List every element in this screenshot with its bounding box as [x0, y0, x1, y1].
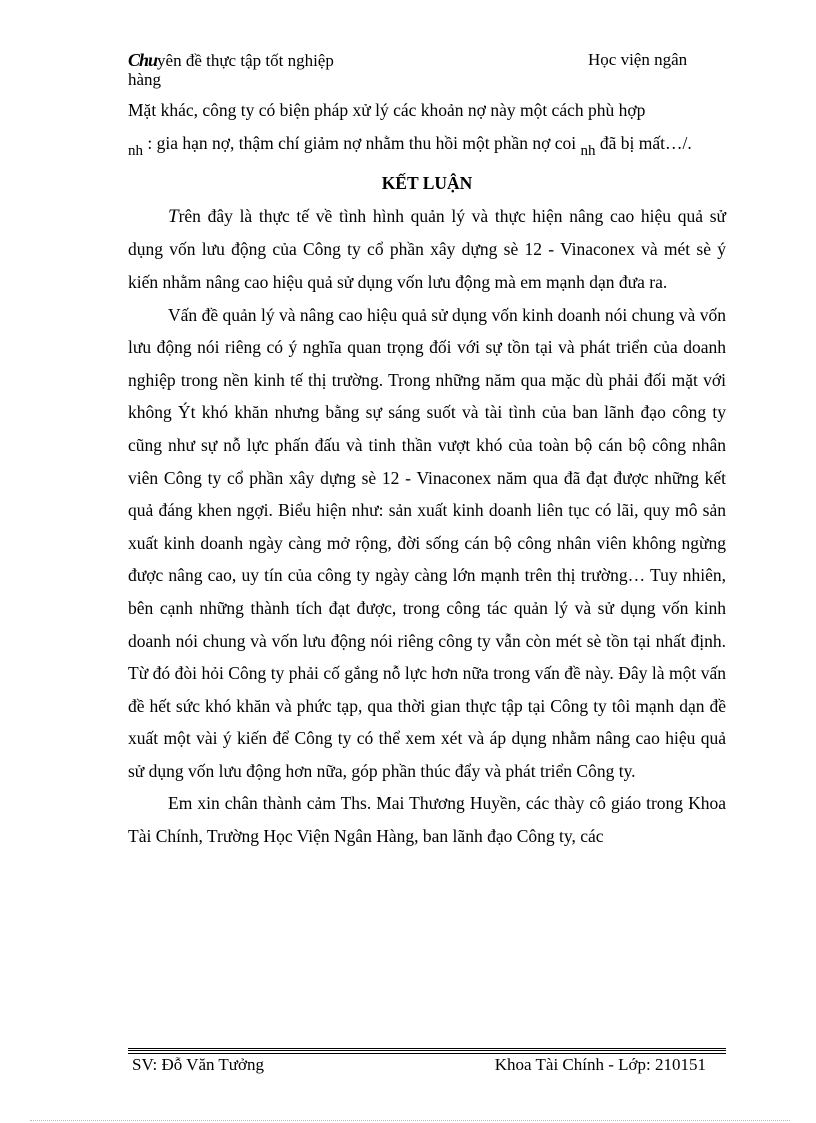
paragraph-1-part-b: : gia hạn nợ, thậm chí giảm nợ nhằm thu hồi một phần nợ coi	[143, 132, 581, 153]
page-bottom-edge	[30, 1120, 790, 1121]
conclusion-title: KẾT LUẬN	[381, 173, 473, 194]
paragraph-conclusion-intro	[128, 200, 726, 299]
header-cursive-prefix: Chu	[128, 50, 158, 70]
header-left-title: yên đề thực tập tốt nghiệp	[157, 51, 334, 70]
paragraph-1-part-c: đã bị mất…/.	[595, 132, 692, 153]
paragraph-acknowledgement: Em xin chân thành cảm Ths. Mai Thương Huyền, các thày cô giáo trong Khoa Tài Chính, Trường Học Viện Ngân Hàng, ban lãnh đạo Công ty, các	[128, 793, 726, 847]
footer-student: SV: Đỗ Văn Tưởng	[132, 1055, 265, 1074]
page-footer	[128, 1055, 726, 1079]
paragraph-conclusion-body: Vấn đề quản lý và nâng cao hiệu quả sử dụng vốn kinh doanh nói chung và vốn lưu động nói riêng có ý nghĩa quan trọng đối với sự tồn tại và phát triển của doanh nghiệp trong nền kinh tế thị trường. Trong những năm qua mặc dù phải đối mặt với không Ýt khó khăn nhưng bằng sự sáng suốt và tài tình của ban lãnh đạo công ty cũng như sự nỗ lực phấn đấu và tinh thần vượt khó của toàn bộ cán bộ công nhân viên Công ty cổ phần xây dựng sè 12 - Vinaconex năm qua đã đạt được những kết quả đáng khen ngợi. Biểu hiện như: sản xuất kinh doanh liên tục có lãi, quy mô sản xuất kinh doanh ngày càng mở rộng, đời sống cán bộ công nhân viên không ngừng được nâng cao, uy tín của công ty ngày càng lớn mạnh trên thị trường… Tuy nhiên, bên cạnh những thành tích đạt được, trong công tác quản lý và sử dụng vốn kinh doanh nói chung và vốn lưu động nói riêng công ty vẫn còn mét sè tồn tại nhất định. Từ đó đòi hỏi Công ty phải cố gắng nỗ lực hơn nữa trong vấn đề này. Đây là một vấn đề hết sức khó khăn và phức tạp, qua thời gian thực tập tại Công ty tôi mạnh dạn đề xuất một vài ý kiến để Công ty có thể xem xét và áp dụng nhằm nâng cao hiệu quả sử dụng vốn lưu động hơn nữa, góp phần thúc đẩy và phát triển Công ty.	[128, 304, 726, 781]
paragraph-1-subscript-1: nh	[128, 142, 143, 159]
footer-divider-thin	[128, 1053, 726, 1054]
footer-class-info: Khoa Tài Chính - Lớp: 210151	[494, 1055, 706, 1074]
drop-letter: T	[168, 205, 179, 227]
footer-divider	[128, 1048, 726, 1051]
page-header	[128, 50, 728, 94]
paragraph-2-text: rên đây là thực tế về tình hình quản lý và thực hiện nâng cao hiệu quả sử dụng vốn lưu động của Công ty cổ phần xây dựng sè 12 - Vinaconex và mét sè ý kiến nhằm nâng cao hiệu quả sử dụng vốn lưu động mà em mạnh dạn đưa ra.	[128, 205, 726, 292]
body-text	[128, 94, 726, 853]
paragraph-1-subscript-2: nh	[580, 142, 596, 159]
header-right-wrap: hàng	[128, 70, 162, 89]
paragraph-1-part-a: Mặt khác, công ty có biện pháp xử lý các khoản nợ này một cách phù hợp	[128, 100, 646, 120]
header-right-title: Học viện ngân	[588, 50, 688, 69]
paragraph-debt-handling	[128, 94, 726, 161]
header-left	[128, 50, 334, 71]
